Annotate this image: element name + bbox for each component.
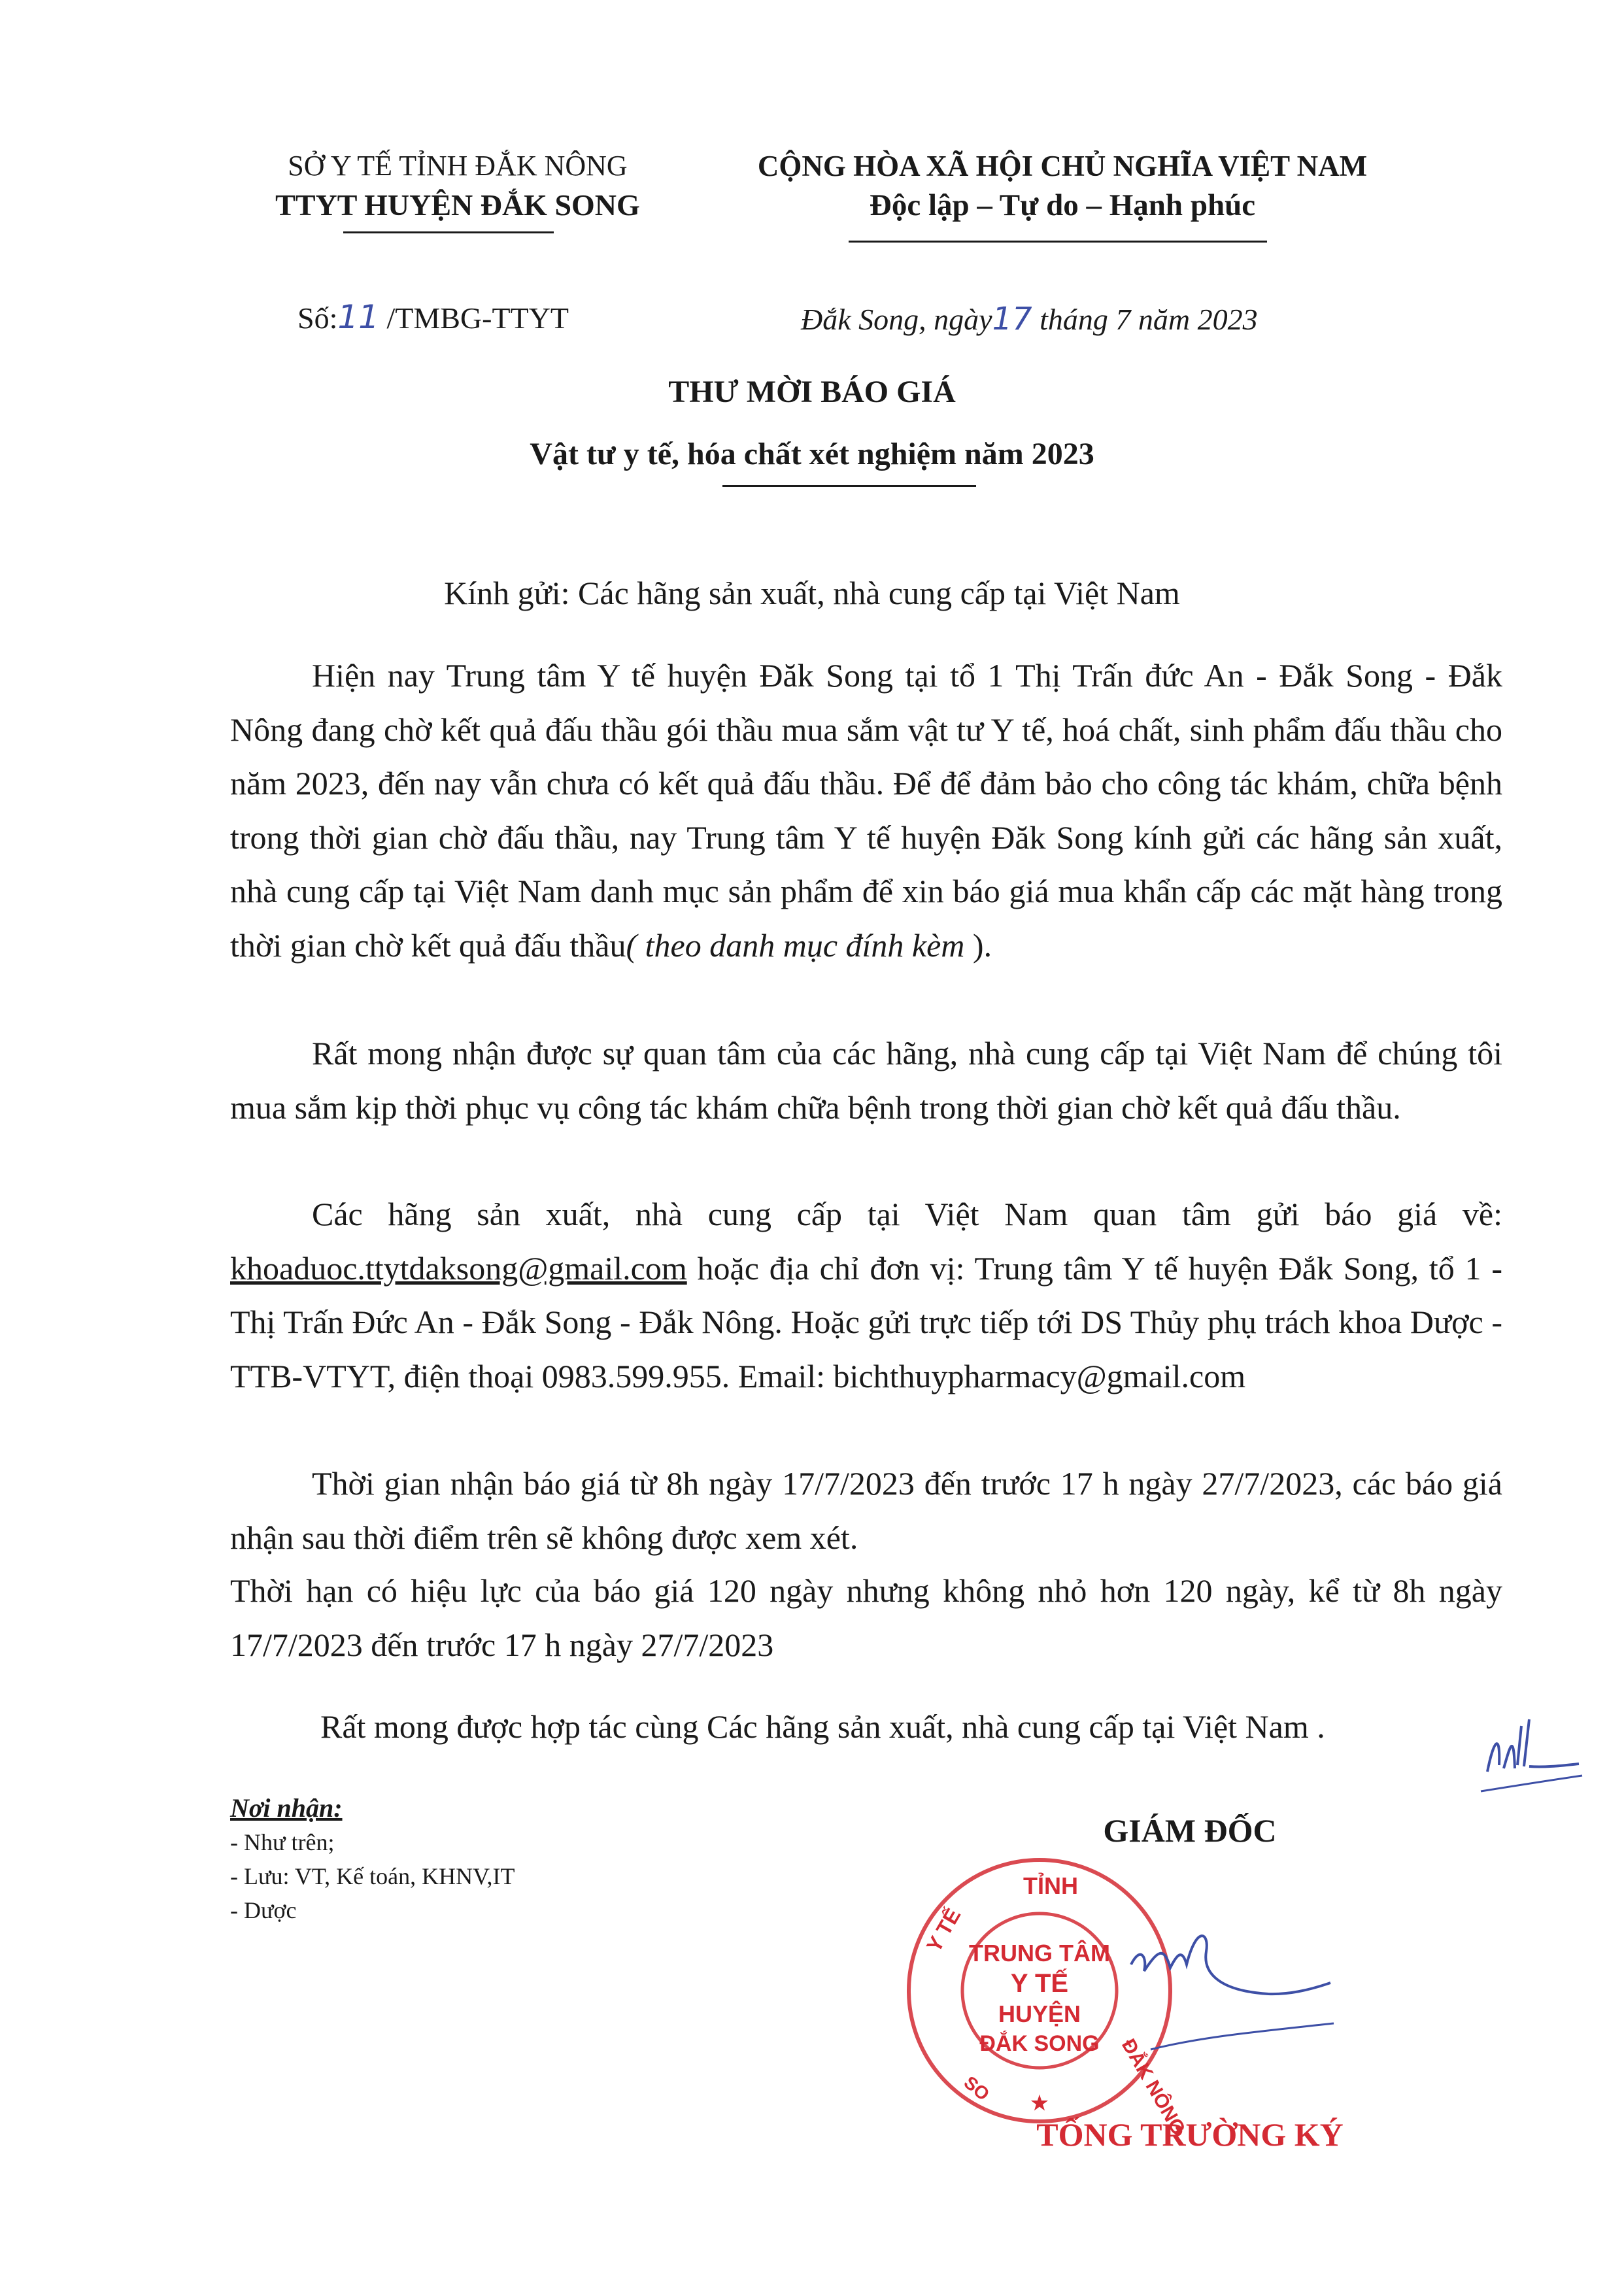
seal-line-3: HUYỆN [998, 2000, 1081, 2027]
header-right [700, 146, 1425, 225]
recipients-block [230, 1791, 515, 1927]
national-motto: Độc lập – Tự do – Hạnh phúc [869, 188, 1256, 222]
subtitle-underline [722, 485, 976, 487]
recipients-heading: Nơi nhận: [230, 1793, 343, 1823]
seal-line-2: Y TẾ [1010, 1969, 1069, 1998]
agency-name: TTYT HUYỆN ĐẮK SONG [275, 188, 640, 222]
agency-parent: SỞ Y TẾ TỈNH ĐẮK NÔNG [288, 150, 628, 182]
motto-underline [849, 241, 1267, 243]
seal-left-text: Y TẾ [921, 1904, 966, 1957]
paragraph-5: Thời hạn có hiệu lực của báo giá 120 ngày nhưng không nhỏ hơn 120 ngày, kể từ 8h ngày 17/7/2023 đến trước 17 h ngày 27/7/2023 [230, 1572, 1502, 1663]
recipient-item: - Lưu: VT, Kế toán, KHNV,IT [230, 1863, 515, 1889]
document-title: THƯ MỜI BÁO GIÁ [668, 375, 956, 409]
recipient-item: - Dược [230, 1897, 297, 1923]
seal-bottom-text: SO [960, 2072, 994, 2105]
signer-name: TỐNG TRƯỜNG KÝ [1036, 2116, 1344, 2153]
recipient-item: - Như trên; [230, 1829, 335, 1855]
paragraph-1: Hiện nay Trung tâm Y tế huyện Đăk Song tại tổ 1 Thị Trấn đức An - Đắk Song - Đắk Nông đang chờ kết quả đấu thầu gói thầu mua sắm vật tư Y tế, hoá chất, sinh phẩm đấu thầu cho năm 2023, đến nay vẫn chưa có kết quả đấu thầu. Để để đảm bảo cho công tác khám, chữa bệnh trong thời gian chờ đấu thầu, nay Trung tâm Y tế huyện Đăk Song kính gửi các hãng sản xuất, nhà cung cấp tại Việt Nam danh mục sản phẩm để xin báo giá mua khẩn cấp các mặt hàng trong thời gian chờ kết quả đấu thầu( theo danh mục đính kèm ). [230, 657, 1502, 964]
email-link-khoaduoc[interactable]: khoaduoc.ttytdaksong@gmail.com [230, 1249, 687, 1287]
paragraph-3: Các hãng sản xuất, nhà cung cấp tại Việt Nam quan tâm gửi báo giá về: khoaduoc.ttytdaksong@gmail.com hoặc địa chỉ đơn vị: Trung tâm Y tế huyện Đắk Song, tổ 1 - Thị Trấn Đức An - Đắk Song - Đắk Nông. Hoặc gửi trực tiếp tới DS Thủy phụ trách khoa Dược -TTB-VTYT, điện thoại 0983.599.955. Email: bichthuypharmacy@gmail.com [230, 1196, 1502, 1394]
seal-right-text: ĐẮK NÔNG [1117, 2035, 1190, 2139]
handwritten-day: 17 [992, 301, 1032, 337]
director-signature [1125, 1919, 1340, 2063]
document-number: Số:11 /TMBG-TTYT [297, 298, 569, 336]
seal-star-icon: ★ [1030, 2093, 1049, 2114]
agency-underline [343, 231, 554, 233]
paragraph-4: Thời gian nhận báo giá từ 8h ngày 17/7/2023 đến trước 17 h ngày 27/7/2023, các báo giá nhận sau thời điểm trên sẽ không được xem xét. [230, 1465, 1502, 1556]
seal-line-4: ĐẮK SONG [979, 2031, 1100, 2056]
document-subtitle: Vật tư y tế, hóa chất xét nghiệm năm 2023 [530, 437, 1094, 471]
national-title: CỘNG HÒA XÃ HỘI CHỦ NGHĨA VIỆT NAM [757, 150, 1368, 182]
initials-signature [1474, 1713, 1585, 1804]
place-date: Đắk Song, ngày17 tháng 7 năm 2023 [801, 301, 1258, 337]
signer-title: GIÁM ĐỐC [1103, 1812, 1277, 1849]
email-bichthuy[interactable]: bichthuypharmacy@gmail.com [833, 1357, 1246, 1394]
seal-line-1: TRUNG TÂM [969, 1940, 1110, 1966]
paragraph-2: Rất mong nhận được sự quan tâm của các hãng, nhà cung cấp tại Việt Nam để chúng tôi mua sắm kịp thời phục vụ công tác khám chữa bệnh trong thời gian chờ kết quả đấu thầu. [230, 1035, 1502, 1126]
seal-top-text: TỈNH [1023, 1872, 1078, 1899]
header-left [216, 146, 700, 225]
handwritten-number: 11 [337, 298, 379, 336]
paragraph-6: Rất mong được hợp tác cùng Các hãng sản xuất, nhà cung cấp tại Việt Nam . [320, 1708, 1325, 1745]
salutation: Kính gửi: Các hãng sản xuất, nhà cung cấp tại Việt Nam [444, 575, 1180, 611]
